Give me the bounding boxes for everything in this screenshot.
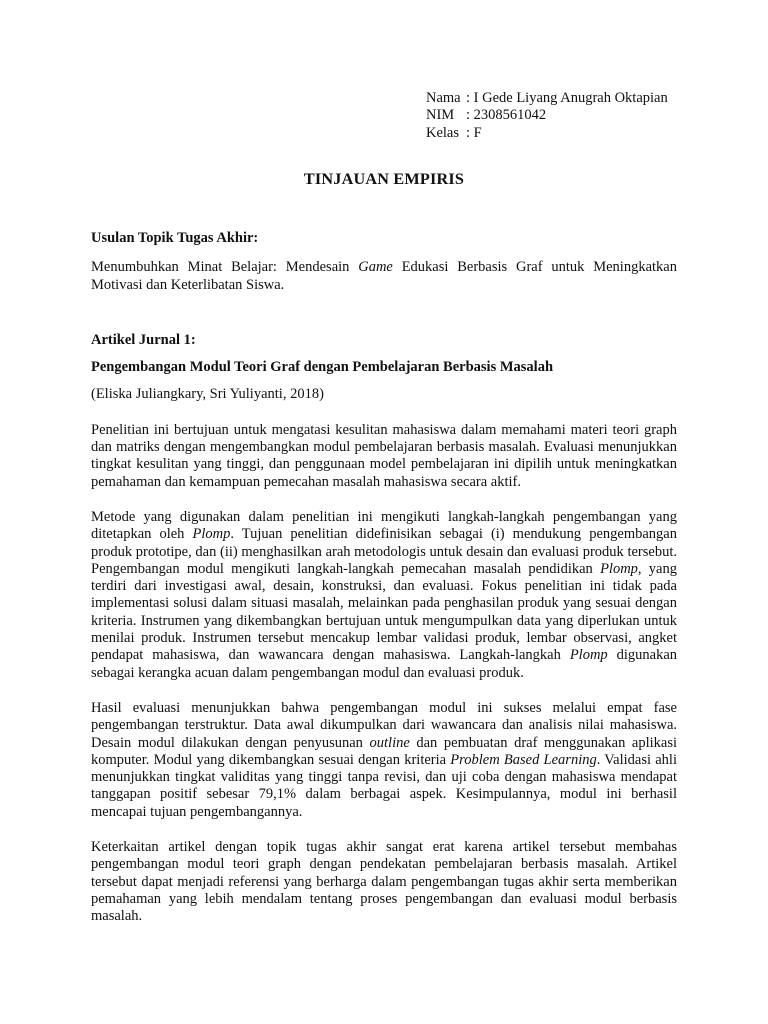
paragraph-2	[91, 509, 677, 682]
p2-italic-plomp-3: Plomp	[569, 647, 608, 664]
p2-text-a: Metode yang digunakan dalam penelitian ini mengikuti langkah-langkah pengembangan yang ditetapkan oleh	[91, 508, 677, 543]
document-body	[91, 230, 677, 926]
p3-italic-outline: outline	[369, 734, 410, 751]
p2-text-c: . Tujuan penelitian didefinisikan sebagai (i) mendukung pengembangan produk prototipe, dan (ii) menghasilkan arah metodologis untuk desain dan evaluasi produk tersebut. Pengembangan modul mengikuti langkah-langkah pemecahan masalah pendidikan	[91, 526, 677, 577]
nama-row	[426, 90, 668, 107]
p2-italic-plomp-2: Plomp	[600, 560, 638, 577]
p3-text-a: Hasil evaluasi menunjukkan bahwa pengembangan modul ini sukses melalui empat fase pengembangan terstruktur. Data awal dikumpulkan dari wawancara dan analisis nilai mahasiswa. Desain modul dilakukan dengan penyusunan	[91, 699, 677, 751]
artikel-authors: (Eliska Juliangkary, Sri Yuliyanti, 2018)	[91, 386, 324, 403]
artikel-title: Pengembangan Modul Teori Graf dengan Pembelajaran Berbasis Masalah	[91, 359, 554, 376]
p2-italic-plomp-1: Plomp	[192, 526, 231, 543]
paragraph-4: Keterkaitan artikel dengan topik tugas akhir sangat erat karena artikel tersebut membahas pengembangan modul teori graph dengan pendekatan pembelajaran berbasis masalah. Artikel tersebut dapat menjadi referensi yang berharga dalam pengembangan tugas akhir serta memberikan pemahaman yang lebih mendalam tentang proses pengembangan dan evaluasi modul berbasis masalah.	[91, 839, 677, 925]
kelas-label: Kelas	[426, 124, 460, 141]
nim-value: : 2308561042	[466, 107, 547, 124]
kelas-value: : F	[466, 124, 482, 141]
p3-text-c: dan pembuatan draf menggunakan aplikasi komputer. Modul yang dikembangkan sesuai dengan kriteria	[91, 734, 677, 768]
student-info	[426, 90, 668, 142]
usulan-heading: Usulan Topik Tugas Akhir:	[91, 230, 259, 246]
nim-row	[426, 107, 668, 124]
nim-label: NIM	[426, 107, 455, 124]
usulan-topic	[91, 259, 677, 294]
p3-italic-pbl: Problem Based Learning	[450, 751, 597, 768]
p2-text-e: , yang terdiri dari investigasi awal, desain, konstruksi, dan evaluasi. Fokus penelitian ini tidak pada implementasi solusi dalam situasi masalah, melainkan pada penghasilan produk yang sesuai dengan kriteria. Instrumen yang dikembangkan bertujuan untuk mengumpulkan data yang diperlukan untuk menilai produk. Instrumen tersebut mencakup lembar validasi produk, lembar observasi, angket pendapat mahasiswa, dan wawancara dengan mahasiswa. Langkah-langkah	[91, 560, 677, 664]
kelas-row	[426, 125, 668, 142]
nama-label: Nama	[426, 90, 461, 106]
artikel-heading: Artikel Jurnal 1:	[91, 331, 196, 348]
nama-value: : I Gede Liyang Anugrah Oktapian	[466, 90, 668, 106]
usulan-text-after: Edukasi Berbasis Graf untuk Meningkatkan Motivasi dan Keterlibatan Siswa.	[91, 259, 677, 293]
usulan-text-before: Menumbuhkan Minat Belajar: Mendesain	[91, 259, 359, 276]
page-title: TINJAUAN EMPIRIS	[303, 170, 465, 188]
paragraph-1: Penelitian ini bertujuan untuk mengatasi kesulitan mahasiswa dalam memahami materi teori graph dan matriks dengan mengembangkan modul pembelajaran berbasis masalah. Evaluasi menunjukkan tingkat kesulitan yang tinggi, dan penggunaan model pembelajaran ini dipilih untuk meningkatkan pemahaman dan kemampuan pemecahan masalah mahasiswa secara aktif.	[91, 421, 677, 490]
p3-text-e: . Validasi ahli menunjukkan tingkat validitas yang tinggi tanpa revisi, dan uji coba dengan mahasiswa mendapat tanggapan positif sebesar 79,1% dalam berbagai aspek. Kesimpulannya, modul ini berhasil mencapai tujuan pengembangannya.	[91, 751, 677, 820]
paragraph-3	[91, 700, 677, 821]
p2-text-g: digunakan sebagai kerangka acuan dalam pengembangan modul dan evaluasi produk.	[91, 647, 678, 681]
usulan-text-italic: Game	[358, 259, 393, 276]
